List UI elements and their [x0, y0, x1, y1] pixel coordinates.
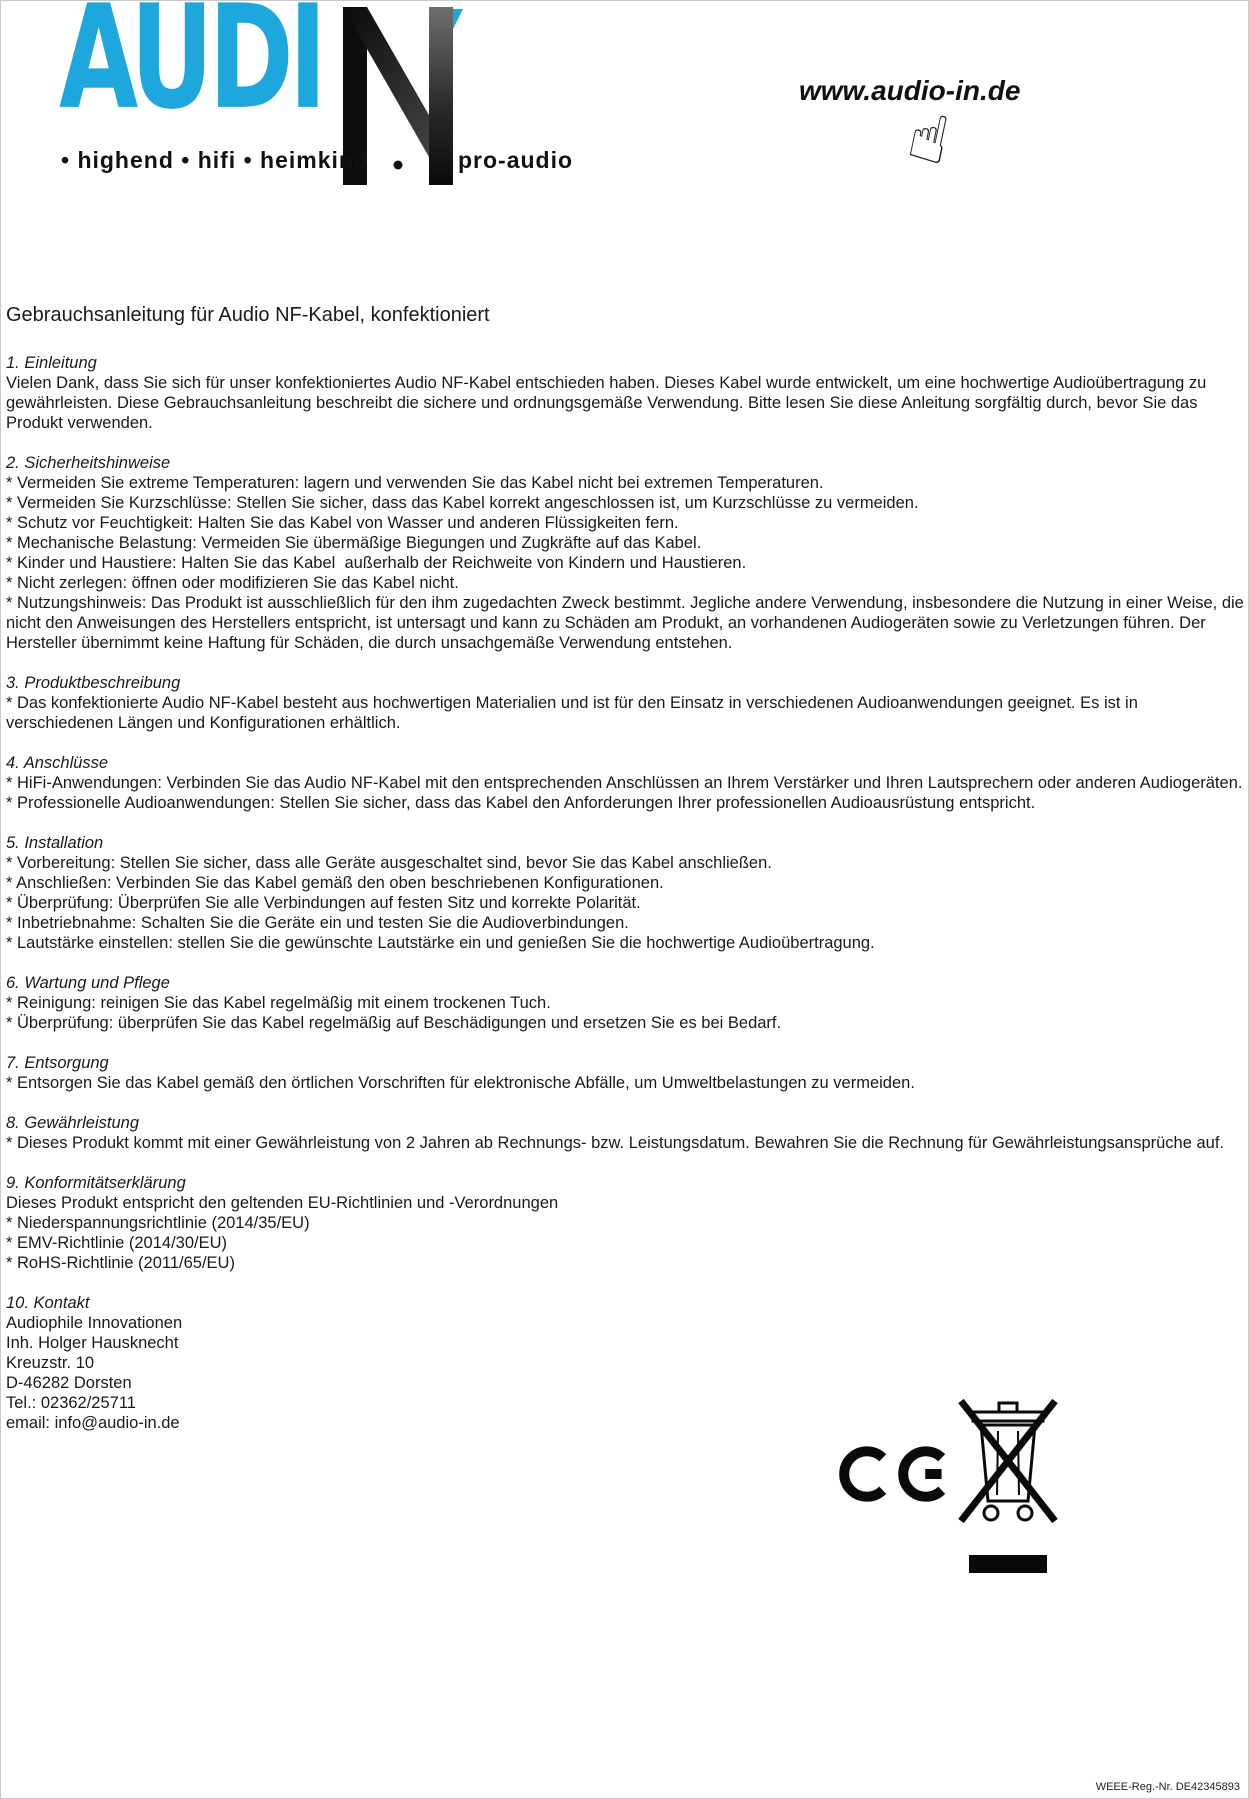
section-heading: 1. Einleitung	[6, 354, 97, 372]
section-heading: 9. Konformitätserklärung	[6, 1174, 186, 1192]
section	[6, 1053, 1246, 1093]
section-line: * RoHS-Richtlinie (2011/65/EU)	[6, 1254, 235, 1272]
section-line: Audiophile Innovationen	[6, 1314, 183, 1332]
section	[6, 833, 1246, 953]
section-line: D-46282 Dorsten	[6, 1374, 132, 1392]
section-line: * Niederspannungsrichtlinie (2014/35/EU)	[6, 1214, 310, 1232]
header	[1, 1, 1248, 231]
logo-tagline-right: pro-audio	[458, 147, 574, 173]
section-line: Kreuzstr. 10	[6, 1354, 95, 1372]
section-line: * Professionelle Audioanwendungen: Stellen Sie sicher, dass das Kabel den Anforderungen Ihrer professionellen Audioausrüstung entspricht.	[6, 794, 1036, 812]
section-line: * Mechanische Belastung: Vermeiden Sie übermäßige Biegungen und Zugkräfte auf das Kabel.	[6, 534, 702, 552]
section-line: * HiFi-Anwendungen: Verbinden Sie das Audio NF-Kabel mit den entsprechenden Anschlüssen an Ihrem Verstärker und Ihren Lautsprechern oder anderen Audiogeräten.	[6, 774, 1243, 792]
section-line: Inh. Holger Hausknecht	[6, 1334, 179, 1352]
section-line: * Entsorgen Sie das Kabel gemäß den örtlichen Vorschriften für elektronische Abfälle, um Umweltbelastungen zu vermeiden.	[6, 1074, 915, 1092]
section	[6, 973, 1246, 1033]
section-line: * Nicht zerlegen: öffnen oder modifizieren Sie das Kabel nicht.	[6, 574, 459, 592]
section-heading: 2. Sicherheitshinweise	[6, 454, 171, 472]
ce-mark-icon	[839, 1445, 957, 1503]
weee-black-bar	[969, 1555, 1047, 1573]
section-line: * Überprüfung: überprüfen Sie das Kabel regelmäßig auf Beschädigungen und ersetzen Sie es bei Bedarf.	[6, 1014, 782, 1032]
section-line: * Dieses Produkt kommt mit einer Gewährleistung von 2 Jahren ab Rechnungs- bzw. Leistungsdatum. Bewahren Sie die Rechnung für Gewährleistungsansprüche auf.	[6, 1134, 1224, 1152]
section-line: * Inbetriebnahme: Schalten Sie die Geräte ein und testen Sie die Audioverbindungen.	[6, 914, 629, 932]
section-line: * Nutzungshinweis: Das Produkt ist ausschließlich für den ihm zugedachten Zweck bestimmt. Jegliche andere Verwendung, insbesondere die Nutzung in einer Weise, die nicht den Anweisungen des Herstellers entspricht, ist untersagt und kann zu Schäden am Produkt, an vorhandenen Audiogeräten sowie zu Verletzungen führen. Der Hersteller übernimmt keine Haftung für Schäden, die durch unsachgemäße Verwendung entstehen.	[6, 594, 1249, 652]
weee-registration-number: WEEE-Reg.-Nr. DE42345893	[1095, 1781, 1240, 1793]
section-heading: 6. Wartung und Pflege	[6, 974, 170, 992]
section-line: * Anschließen: Verbinden Sie das Kabel gemäß den oben beschriebenen Konfigurationen.	[6, 874, 664, 892]
logo-tagline-left: • highend • hifi • heimkino	[61, 147, 369, 173]
section-heading: 7. Entsorgung	[6, 1054, 109, 1072]
section-heading: 8. Gewährleistung	[6, 1114, 139, 1132]
section	[6, 353, 1246, 433]
hand-cursor-icon: ☝	[901, 97, 957, 179]
section-line: * Überprüfung: Überprüfen Sie alle Verbindungen auf festen Sitz und korrekte Polarität.	[6, 894, 641, 912]
section-heading: 4. Anschlüsse	[6, 754, 109, 772]
section-line: Vielen Dank, dass Sie sich für unser konfektioniertes Audio NF-Kabel entschieden haben. Dieses Kabel wurde entwickelt, um eine hochwertige Audioübertragung zu gewährleisten. Diese Gebrauchsanleitung beschreibt die sichere und ordnungsgemäße Verwendung. Bitte lesen Sie diese Anleitung sorgfältig durch, bevor Sie das Produkt verwenden.	[6, 374, 1211, 432]
section-heading: 5. Installation	[6, 834, 104, 852]
section	[6, 753, 1246, 813]
section-line: * Vorbereitung: Stellen Sie sicher, dass alle Geräte ausgeschaltet sind, bevor Sie das Kabel anschließen.	[6, 854, 772, 872]
section-line: * Kinder und Haustiere: Halten Sie das Kabel außerhalb der Reichweite von Kindern und Haustieren.	[6, 554, 747, 572]
section	[6, 1113, 1246, 1153]
section-line: * Schutz vor Feuchtigkeit: Halten Sie das Kabel von Wasser und anderen Flüssigkeiten fern.	[6, 514, 679, 532]
section-heading: 3. Produktbeschreibung	[6, 674, 181, 692]
section-line: * Das konfektionierte Audio NF-Kabel besteht aus hochwertigen Materialien und ist für den Einsatz in verschiedenen Audioanwendungen geeignet. Es ist in verschiedenen Längen und Konfigurationen erhältlich.	[6, 694, 1143, 732]
section-line: * Vermeiden Sie Kurzschlüsse: Stellen Sie sicher, dass das Kabel korrekt angeschlossen ist, um Kurzschlüsse zu vermeiden.	[6, 494, 919, 512]
section-line: * Reinigung: reinigen Sie das Kabel regelmäßig mit einem trockenen Tuch.	[6, 994, 551, 1012]
section-line: email: info@audio-in.de	[6, 1414, 180, 1432]
section-line: Tel.: 02362/25711	[6, 1394, 136, 1412]
section	[6, 453, 1249, 653]
page-title: Gebrauchsanleitung für Audio NF-Kabel, konfektioniert	[6, 304, 490, 326]
document-body	[6, 303, 1249, 1453]
logo-audio-word: AUDI	[59, 0, 323, 142]
website-text: www.audio-in.de	[799, 75, 1021, 106]
document-sections	[6, 353, 1249, 1433]
section-line: Dieses Produkt entspricht den geltenden EU-Richtlinien und -Verordnungen	[6, 1194, 559, 1212]
section	[6, 1173, 1246, 1273]
section-heading: 10. Kontakt	[6, 1294, 90, 1312]
section-line: * EMV-Richtlinie (2014/30/EU)	[6, 1234, 228, 1252]
tagline-separator-dot	[394, 161, 403, 170]
weee-bin-icon	[953, 1373, 1065, 1581]
section-line: * Vermeiden Sie extreme Temperaturen: lagern und verwenden Sie das Kabel nicht bei extremen Temperaturen.	[6, 474, 824, 492]
section	[6, 673, 1246, 733]
section-line: * Lautstärke einstellen: stellen Sie die gewünschte Lautstärke ein und genießen Sie die hochwertige Audioübertragung.	[6, 934, 875, 952]
